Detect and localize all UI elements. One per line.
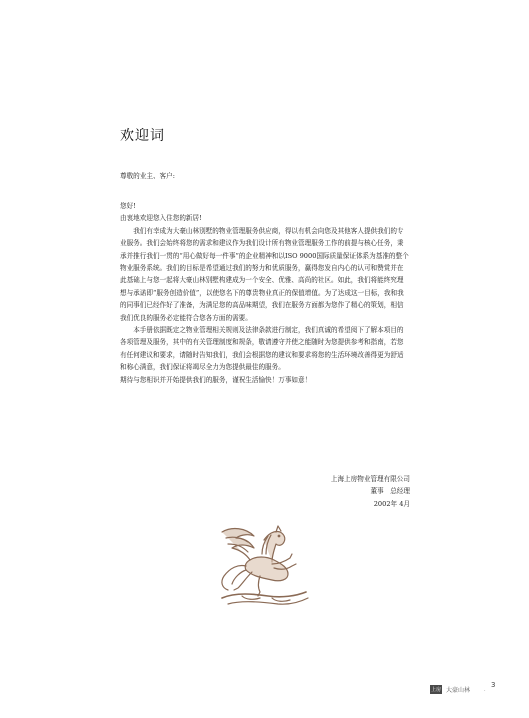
signature-person: 董事 总经理 (370, 487, 410, 496)
body-paragraph: 本手册依据既定之物业管理相关规则及法律条款进行制定，我们真诚的希望阅下了解本项目的各项管理及服务，其中的有关管理制度和规条，敬请遵守并使之能随时为您提供参考和指南，若您有任何建议和要求，请随时告知我们，我们会根据您的建议和要求将您的生活环境改善得更为舒适和称心满意，我们保证将竭尽全力为您提供最佳的服务。 (120, 326, 404, 372)
greeting-line: 您好! (120, 202, 136, 210)
letter-body (120, 200, 410, 386)
closing-line: 期待与您相识并开始提供我们的服务，谨祝生活愉快！万事如意！ (120, 375, 312, 384)
signature-company: 上海上房物业管理有限公司 (330, 475, 410, 483)
footer-brand (430, 683, 470, 695)
winged-horse-emblem-icon (202, 520, 320, 610)
footer-brand-name: 大豪山林 (446, 686, 471, 694)
footer-separator: · (484, 688, 486, 694)
signature-date: 2002年 4月 (373, 499, 410, 508)
salutation: 尊敬的业主、客户: (120, 172, 175, 180)
body-paragraph: 我们有幸成为大豪山林别墅的物业管理服务供应商，得以有机会向您及其他客人提供我们的专业服务。我们会始终将您的需求和建议作为我们设计所有物业管理服务工作的前提与核心任务，秉承并推行我们一贯的“用心做好每一件事”的企业精神和以ISO 9000国际质量保证体系为基准的整个物业服务系统。我们的目标是希望通过我们的努力和优质服务，赢得您发自内心的认可和赞赏并在此基础上与您一起将大豪山林别墅构建成为一个安全、优雅、高尚的社区。如此，我们将能终究理想与承诺即“服务创造价值”，以使您名下的尊贵物业真正的保值增值。为了达成这一目标，我和我的同事们已经作好了准备，为满足您的高品味期望，我们在服务方面都为您作了精心的策划，相信我们优良的服务必定能符合您各方面的需要。 (120, 226, 409, 322)
signature-block (250, 473, 410, 510)
page-number: 3 (491, 681, 496, 689)
welcome-line: 由衷地欢迎您入住您的新居! (120, 214, 202, 223)
page-title: 欢迎词 (120, 128, 165, 144)
company-logo-icon: 上房 (430, 686, 441, 693)
